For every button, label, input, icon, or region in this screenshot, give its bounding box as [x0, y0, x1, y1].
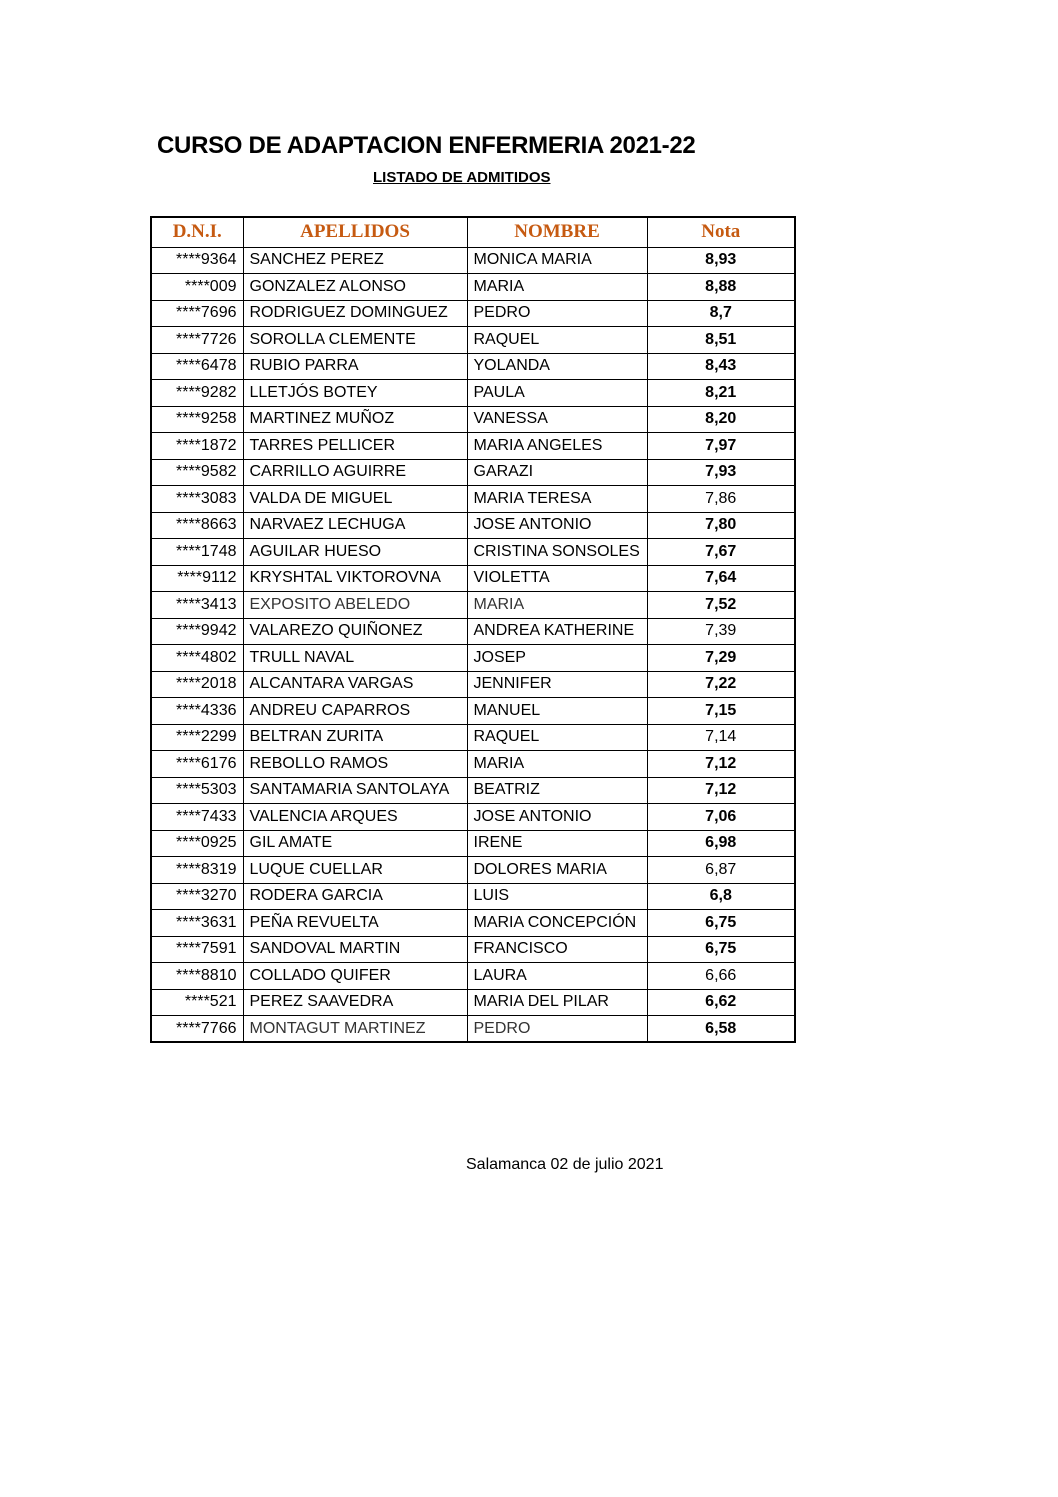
nota-cell: 6,66: [647, 963, 795, 990]
apellidos-cell: RODRIGUEZ DOMINGUEZ: [243, 300, 467, 327]
apellidos-cell: SOROLLA CLEMENTE: [243, 327, 467, 354]
table-row: [151, 989, 795, 1016]
table-row: [151, 645, 795, 672]
dni-cell: ****009: [151, 274, 243, 301]
apellidos-cell: SANCHEZ PEREZ: [243, 247, 467, 274]
apellidos-cell: GONZALEZ ALONSO: [243, 274, 467, 301]
dni-cell: ****7591: [151, 936, 243, 963]
header-nombre: NOMBRE: [467, 217, 647, 247]
apellidos-cell: EXPOSITO ABELEDO: [243, 592, 467, 619]
nota-cell: 7,67: [647, 539, 795, 566]
nombre-cell: MARIA: [467, 751, 647, 778]
apellidos-cell: KRYSHTAL VIKTOROVNA: [243, 565, 467, 592]
nombre-cell: MARIA TERESA: [467, 486, 647, 513]
document-title: CURSO DE ADAPTACION ENFERMERIA 2021-22: [157, 132, 696, 159]
nota-cell: 6,75: [647, 910, 795, 937]
nombre-cell: PAULA: [467, 380, 647, 407]
dni-cell: ****3631: [151, 910, 243, 937]
table-row: [151, 327, 795, 354]
header-dni: D.N.I.: [151, 217, 243, 247]
dni-cell: ****5303: [151, 777, 243, 804]
nota-cell: 7,14: [647, 724, 795, 751]
nombre-cell: PEDRO: [467, 1016, 647, 1043]
nombre-cell: YOLANDA: [467, 353, 647, 380]
table-row: [151, 353, 795, 380]
apellidos-cell: REBOLLO RAMOS: [243, 751, 467, 778]
apellidos-cell: GIL AMATE: [243, 830, 467, 857]
nota-cell: 7,39: [647, 618, 795, 645]
dni-cell: ****3413: [151, 592, 243, 619]
apellidos-cell: RUBIO PARRA: [243, 353, 467, 380]
nombre-cell: GARAZI: [467, 459, 647, 486]
table-row: [151, 804, 795, 831]
dni-cell: ****9258: [151, 406, 243, 433]
table-row: [151, 274, 795, 301]
dni-cell: ****9942: [151, 618, 243, 645]
dni-cell: ****8810: [151, 963, 243, 990]
apellidos-cell: TARRES PELLICER: [243, 433, 467, 460]
nota-cell: 7,22: [647, 671, 795, 698]
nombre-cell: JENNIFER: [467, 671, 647, 698]
nombre-cell: RAQUEL: [467, 724, 647, 751]
nombre-cell: JOSE ANTONIO: [467, 512, 647, 539]
table-row: [151, 300, 795, 327]
apellidos-cell: RODERA GARCIA: [243, 883, 467, 910]
table-row: [151, 459, 795, 486]
apellidos-cell: SANDOVAL MARTIN: [243, 936, 467, 963]
apellidos-cell: BELTRAN ZURITA: [243, 724, 467, 751]
nota-cell: 8,93: [647, 247, 795, 274]
header-nota: Nota: [647, 217, 795, 247]
table-row: [151, 698, 795, 725]
nombre-cell: RAQUEL: [467, 327, 647, 354]
table-row: [151, 883, 795, 910]
table-row: [151, 963, 795, 990]
apellidos-cell: ANDREU CAPARROS: [243, 698, 467, 725]
nota-cell: 7,86: [647, 486, 795, 513]
dni-cell: ****0925: [151, 830, 243, 857]
nota-cell: 7,52: [647, 592, 795, 619]
nota-cell: 8,51: [647, 327, 795, 354]
table-row: [151, 486, 795, 513]
apellidos-cell: MARTINEZ MUÑOZ: [243, 406, 467, 433]
dni-cell: ****6176: [151, 751, 243, 778]
apellidos-cell: CARRILLO AGUIRRE: [243, 459, 467, 486]
dni-cell: ****2299: [151, 724, 243, 751]
nota-cell: 6,62: [647, 989, 795, 1016]
nombre-cell: MANUEL: [467, 698, 647, 725]
apellidos-cell: MONTAGUT MARTINEZ: [243, 1016, 467, 1043]
nota-cell: 7,97: [647, 433, 795, 460]
apellidos-cell: VALENCIA ARQUES: [243, 804, 467, 831]
table-row: [151, 247, 795, 274]
apellidos-cell: SANTAMARIA SANTOLAYA: [243, 777, 467, 804]
dni-cell: ****3083: [151, 486, 243, 513]
admitted-list-table: [150, 216, 796, 1043]
table-row: [151, 724, 795, 751]
table-row: [151, 830, 795, 857]
document-footer-date: Salamanca 02 de julio 2021: [466, 1156, 664, 1173]
dni-cell: ****7433: [151, 804, 243, 831]
nombre-cell: IRENE: [467, 830, 647, 857]
dni-cell: ****4336: [151, 698, 243, 725]
nota-cell: 6,98: [647, 830, 795, 857]
apellidos-cell: AGUILAR HUESO: [243, 539, 467, 566]
dni-cell: ****8663: [151, 512, 243, 539]
nombre-cell: DOLORES MARIA: [467, 857, 647, 884]
nota-cell: 7,12: [647, 751, 795, 778]
nombre-cell: MONICA MARIA: [467, 247, 647, 274]
nota-cell: 7,12: [647, 777, 795, 804]
apellidos-cell: COLLADO QUIFER: [243, 963, 467, 990]
dni-cell: ****9364: [151, 247, 243, 274]
apellidos-cell: PEREZ SAAVEDRA: [243, 989, 467, 1016]
nombre-cell: JOSEP: [467, 645, 647, 672]
table-row: [151, 565, 795, 592]
nota-cell: 7,93: [647, 459, 795, 486]
dni-cell: ****9582: [151, 459, 243, 486]
apellidos-cell: NARVAEZ LECHUGA: [243, 512, 467, 539]
nota-cell: 6,75: [647, 936, 795, 963]
nota-cell: 8,43: [647, 353, 795, 380]
header-apellidos: APELLIDOS: [243, 217, 467, 247]
nota-cell: 7,15: [647, 698, 795, 725]
table-row: [151, 936, 795, 963]
nombre-cell: MARIA: [467, 274, 647, 301]
table-row: [151, 512, 795, 539]
dni-cell: ****9112: [151, 565, 243, 592]
dni-cell: ****4802: [151, 645, 243, 672]
table-row: [151, 618, 795, 645]
nombre-cell: JOSE ANTONIO: [467, 804, 647, 831]
dni-cell: ****2018: [151, 671, 243, 698]
nombre-cell: MARIA ANGELES: [467, 433, 647, 460]
nombre-cell: PEDRO: [467, 300, 647, 327]
dni-cell: ****1748: [151, 539, 243, 566]
table-row: [151, 751, 795, 778]
nombre-cell: CRISTINA SONSOLES: [467, 539, 647, 566]
nombre-cell: VANESSA: [467, 406, 647, 433]
table-row: [151, 380, 795, 407]
table-row: [151, 406, 795, 433]
dni-cell: ****521: [151, 989, 243, 1016]
table-body: [151, 247, 795, 1042]
table-row: [151, 1016, 795, 1043]
nombre-cell: MARIA CONCEPCIÓN: [467, 910, 647, 937]
dni-cell: ****7726: [151, 327, 243, 354]
nota-cell: 8,7: [647, 300, 795, 327]
nota-cell: 7,06: [647, 804, 795, 831]
table-row: [151, 671, 795, 698]
nombre-cell: LUIS: [467, 883, 647, 910]
nombre-cell: ANDREA KATHERINE: [467, 618, 647, 645]
dni-cell: ****3270: [151, 883, 243, 910]
nota-cell: 8,21: [647, 380, 795, 407]
nota-cell: 6,8: [647, 883, 795, 910]
dni-cell: ****7696: [151, 300, 243, 327]
apellidos-cell: VALAREZO QUIÑONEZ: [243, 618, 467, 645]
nota-cell: 8,20: [647, 406, 795, 433]
dni-cell: ****9282: [151, 380, 243, 407]
apellidos-cell: VALDA DE MIGUEL: [243, 486, 467, 513]
nombre-cell: LAURA: [467, 963, 647, 990]
apellidos-cell: TRULL NAVAL: [243, 645, 467, 672]
table-row: [151, 433, 795, 460]
nota-cell: 7,80: [647, 512, 795, 539]
nombre-cell: VIOLETTA: [467, 565, 647, 592]
apellidos-cell: LLETJÓS BOTEY: [243, 380, 467, 407]
apellidos-cell: ALCANTARA VARGAS: [243, 671, 467, 698]
apellidos-cell: PEÑA REVUELTA: [243, 910, 467, 937]
dni-cell: ****6478: [151, 353, 243, 380]
nota-cell: 8,88: [647, 274, 795, 301]
document-subtitle: LISTADO DE ADMITIDOS: [373, 169, 551, 186]
nombre-cell: MARIA: [467, 592, 647, 619]
nota-cell: 7,64: [647, 565, 795, 592]
dni-cell: ****1872: [151, 433, 243, 460]
nota-cell: 6,87: [647, 857, 795, 884]
apellidos-cell: LUQUE CUELLAR: [243, 857, 467, 884]
nombre-cell: FRANCISCO: [467, 936, 647, 963]
table-row: [151, 857, 795, 884]
table-row: [151, 777, 795, 804]
dni-cell: ****7766: [151, 1016, 243, 1043]
dni-cell: ****8319: [151, 857, 243, 884]
nota-cell: 7,29: [647, 645, 795, 672]
table-row: [151, 910, 795, 937]
nota-cell: 6,58: [647, 1016, 795, 1043]
table-header-row: [151, 217, 795, 247]
table-row: [151, 539, 795, 566]
table-row: [151, 592, 795, 619]
nombre-cell: MARIA DEL PILAR: [467, 989, 647, 1016]
nombre-cell: BEATRIZ: [467, 777, 647, 804]
